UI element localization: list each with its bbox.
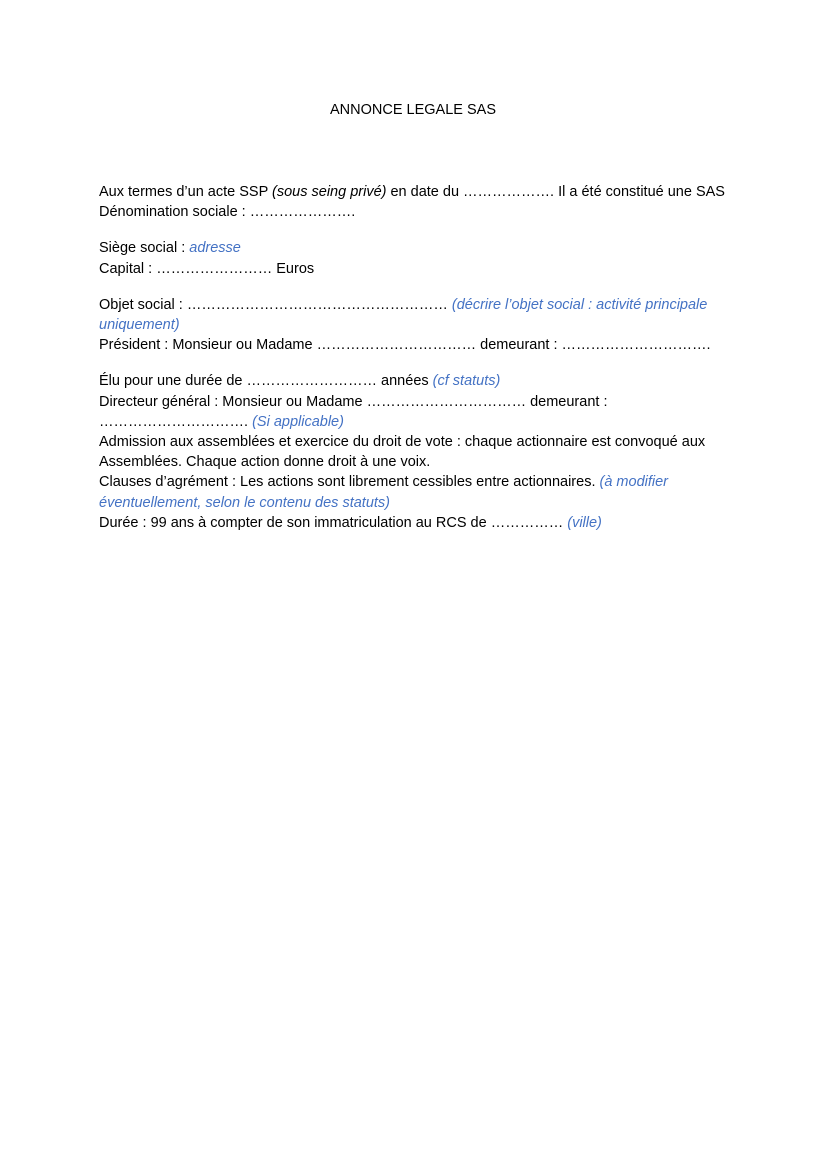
- paragraph-act: [99, 182, 739, 222]
- act-line-text: Aux termes d’un acte SSP: [99, 184, 273, 200]
- agrement-note: (à modifier éventuellement, selon le contenu des statuts): [99, 474, 669, 511]
- objet-line: [99, 295, 739, 335]
- president-line: Président : Monsieur ou Madame …………………………… demeurant : ………………………….: [99, 337, 711, 354]
- duree-mandat-text: Élu pour une durée de ……………………… années: [99, 373, 433, 390]
- agrement-line: [99, 472, 739, 512]
- document-title: ANNONCE LEGALE SAS: [330, 102, 496, 118]
- siege-note: adresse: [189, 240, 241, 257]
- admission-line: Admission aux assemblées et exercice du droit de vote : chaque actionnaire est convoqué aux Assemblées. Chaque action donne droit à une voix.: [99, 434, 706, 471]
- act-line-italic: (sous seing privé): [272, 184, 387, 200]
- denomination-line: Dénomination sociale : ………………….: [99, 204, 356, 221]
- duree-note: (ville): [567, 514, 602, 531]
- directeur-address-dots: ………………………….: [99, 413, 253, 430]
- document-body: [99, 182, 739, 549]
- agrement-text: Clauses d’agrément : Les actions sont librement cessibles entre actionnaires.: [99, 474, 600, 491]
- directeur-address-line: [99, 412, 739, 432]
- objet-label: Objet social : ………………………………………………: [99, 296, 452, 313]
- directeur-line: Directeur général : Monsieur ou Madame …………………………… demeurant :: [99, 393, 608, 410]
- siege-line: [99, 238, 739, 258]
- paragraph-objet: [99, 295, 739, 356]
- duree-line: [99, 513, 739, 533]
- siege-label: Siège social :: [99, 240, 190, 257]
- directeur-note: (Si applicable): [252, 413, 344, 430]
- act-line: [99, 182, 739, 202]
- duree-mandat-line: [99, 371, 739, 391]
- objet-note: (décrire l’objet social : activité principale uniquement): [99, 296, 708, 334]
- capital-line: Capital : …………………… Euros: [99, 260, 315, 277]
- act-line-text-end: en date du ………………. Il a été constitué une SAS: [386, 184, 725, 200]
- paragraph-siege: [99, 238, 739, 278]
- duree-mandat-note: (cf statuts): [432, 373, 501, 390]
- duree-text: Durée : 99 ans à compter de son immatriculation au RCS de ……………: [99, 514, 568, 531]
- paragraph-direction: [99, 371, 739, 533]
